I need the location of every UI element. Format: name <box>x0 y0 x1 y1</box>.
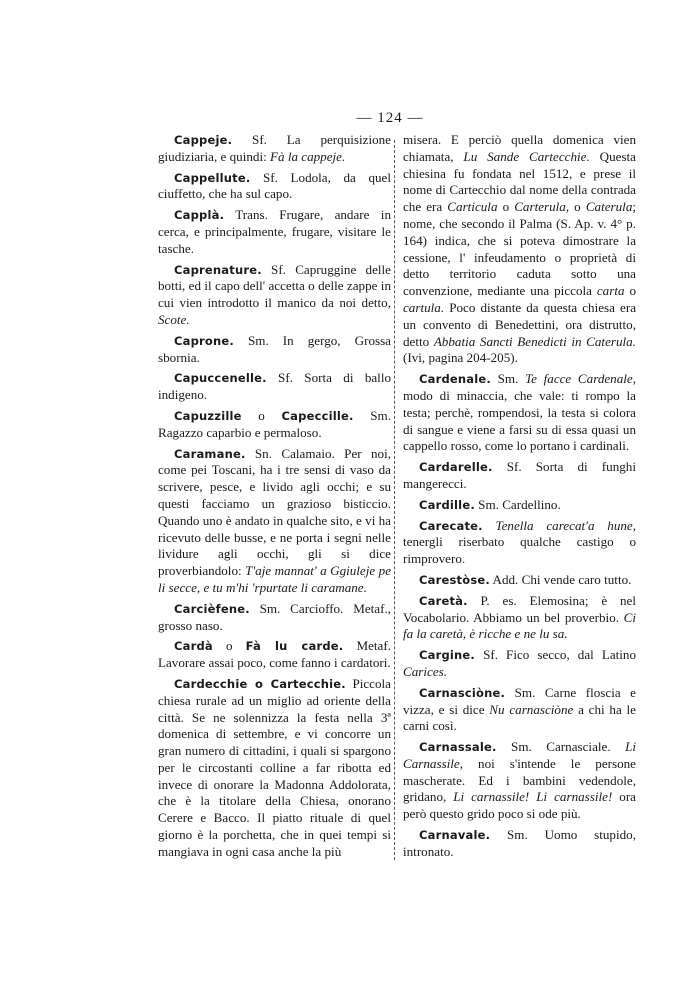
dictionary-entry <box>403 371 636 455</box>
left-column <box>158 132 391 862</box>
entry-headword: Cappellute. <box>174 170 251 185</box>
entry-example: Fà la cappeje. <box>270 148 346 164</box>
dictionary-entry <box>403 827 636 861</box>
entry-text: o <box>497 199 515 215</box>
entry-example: Caterula <box>585 199 633 215</box>
dictionary-entry <box>403 459 636 493</box>
dictionary-entry <box>158 370 391 404</box>
entry-example: cartula. <box>403 299 445 315</box>
entry-text: Piccola chiesa rurale ad un miglio ad oriente della città. Se ne solennizza la festa nella 3ª domenica di settembre, e vi concorre un gran numero di cittadini, i quali si spargono per le circostanti colline a far ribotta ed invece di onorare la Madonna Addolorata, che è la titolare della Chiesa, onorano Cerere e Bacco. Il piatto rituale di quel giorno è la porchetta, che in quei tempi si mangiava in ogni casa anche la più <box>158 675 391 859</box>
text-columns <box>158 132 636 862</box>
entry-text: ; nome, che secondo il Palma (S. Ap. v. 4° p. 164) indica, che si poteva dimostrare la cessione, l' infeudamento o proprietà di detto territorio caduta sotto una convenzione, mediante una piccola <box>403 199 637 299</box>
entry-headword: Capeccille. <box>281 408 354 423</box>
entry-text: misera. E perciò quella domenica vien chiamata, <box>403 132 636 164</box>
entry-text: Sm. Carcioffo. Metaf., grosso naso. <box>158 600 391 633</box>
entry-text: ora però questo grido poco si ode più. <box>403 789 636 822</box>
entry-example: Ci fa la caretà, è ricche e ne lu sa. <box>403 609 636 642</box>
entry-headword: Capuzzille <box>174 408 242 423</box>
entry-example: T'aje mannat' a Ggiuleje pe li secce, e tu m'hi 'rpurtate li caramane. <box>158 563 391 595</box>
entry-example: Te facce Cardenale, <box>525 371 636 387</box>
entry-example: Carices. <box>403 663 448 679</box>
dictionary-entry <box>403 647 636 681</box>
entry-example: Carticula <box>447 199 498 215</box>
entry-text: o <box>212 638 246 654</box>
entry-example: Abbatia Sancti Benedicti in Caterula. <box>433 333 636 349</box>
entry-headword: Cardà <box>174 639 213 654</box>
dictionary-entry <box>403 497 636 514</box>
dictionary-entry <box>158 333 391 367</box>
entry-text: Sm. Cardellino. <box>474 496 561 512</box>
entry-headword: Cardenale. <box>419 372 491 387</box>
entry-headword: Cardarelle. <box>419 460 493 475</box>
entry-text: P. es. Elemosina; è nel Vocabolario. Abbiamo un bel proverbio. <box>403 592 636 625</box>
entry-headword: Carecate. <box>419 518 483 533</box>
entry-text: modo di minaccia, che vale: ti rompo la testa; perchè, rompendosi, la testa si colora di sangue e viene a farsi su di essa quasi un cappello rosso, come lo portano i cardinali. <box>403 387 636 454</box>
entry-example: carta <box>596 283 625 299</box>
dictionary-entry <box>403 739 636 823</box>
entry-text: Sf. Sorta di ballo indigeno. <box>158 370 391 403</box>
entry-headword: Caprone. <box>174 333 234 348</box>
entry-text: Sm. Uomo stupido, intronato. <box>403 827 636 859</box>
entry-text: Sm. In gergo, Grossa sbornia. <box>158 332 391 365</box>
entry-text: Metaf. Lavorare assai poco, come fanno i cardatori. <box>158 638 392 671</box>
dictionary-entry <box>158 207 391 257</box>
entry-example: Carterula <box>514 199 566 215</box>
entry-text: Sm. Carnasciale. <box>496 739 626 755</box>
entry-headword: Carcièfene. <box>174 601 250 616</box>
entry-example: Li carnassile! Li carnassile! <box>453 789 613 805</box>
entry-headword: Carnavale. <box>419 828 491 843</box>
dictionary-entry <box>158 601 391 635</box>
entry-text: noi s'intende le persone mascherate. Ed i bambini vedendole, gridano, <box>403 755 636 805</box>
entry-text: Sf. Lodola, da quel ciuffetto, che ha sul capo. <box>158 169 391 202</box>
dictionary-entry <box>403 572 636 589</box>
dictionary-entry <box>403 685 636 735</box>
entry-headword: Cardecchie o Cartecchie. <box>174 676 346 691</box>
entry-headword: Carnasciòne. <box>419 685 506 700</box>
entry-text: Sm. <box>490 371 526 387</box>
page-number: — 124 — <box>356 110 424 126</box>
entry-text: Sm. Ragazzo caparbio e permaloso. <box>158 407 392 440</box>
right-column <box>403 132 636 862</box>
entry-text: o <box>624 283 636 299</box>
entry-text <box>483 518 496 533</box>
dictionary-entry <box>158 446 391 597</box>
entry-headword: Caprenature. <box>174 262 262 277</box>
entry-continuation <box>403 132 636 367</box>
dictionary-entry <box>158 132 391 166</box>
dictionary-entry <box>158 170 391 204</box>
entry-headword: Caramane. <box>174 446 246 461</box>
entry-headword: Fà lu carde. <box>245 639 344 654</box>
entry-headword: Capplà. <box>174 208 225 223</box>
entry-headword: Capuccenelle. <box>174 371 267 386</box>
entry-headword: Carnassale. <box>419 740 497 755</box>
entry-text: , o <box>565 199 586 215</box>
entry-headword: Cargine. <box>419 648 476 663</box>
dictionary-entry <box>158 676 391 861</box>
entry-text: Sf. La perquisizione giudiziaria, e quindi: <box>158 132 391 164</box>
entry-text: Sf. Fico secco, dal Latino <box>475 647 636 663</box>
entry-headword: Cappeje. <box>174 133 233 147</box>
entry-text: Poco distante da questa chiesa era un convento di Benedettini, ora distrutto, detto <box>403 299 636 349</box>
entry-headword: Caretà. <box>419 593 468 608</box>
entry-text: Sf. Sorta di funghi mangerecci. <box>403 459 636 491</box>
entry-example: Nu carnasciòne <box>489 701 574 717</box>
entry-example: Tenella carecat'a hune, <box>495 517 637 533</box>
entry-text: tenergli riserbato qualche castigo o rimprovero. <box>403 534 636 567</box>
dictionary-entry <box>403 593 636 643</box>
dictionary-entry <box>158 638 391 672</box>
entry-example: Scote. <box>158 311 190 327</box>
dictionary-entry <box>403 518 636 568</box>
entry-example: Li Carnassile, <box>403 739 636 771</box>
entry-text: a chi ha le carni così. <box>403 701 636 734</box>
entry-text: Sm. Carne floscia e vizza, e si dice <box>403 684 636 717</box>
entry-text: Add. Chi vende caro tutto. <box>489 571 632 587</box>
entry-headword: Cardille. <box>419 497 475 512</box>
entry-text: o <box>241 407 282 423</box>
dictionary-entry <box>158 408 391 442</box>
entry-text: (Ivi, pagina 204-205). <box>403 350 518 366</box>
entry-text: Trans. Frugare, andare in cerca, e principalmente, frugare, visitare le tasche. <box>158 207 391 256</box>
entry-example: Lu Sande Cartecchie. <box>463 148 590 164</box>
entry-text: Sn. Calamaio. Per noi, come pei Toscani, ha i tre sensi di vaso da scrivere, pesce, e livido agli occhi; e su questi facciamo un grazioso bisticcio. Quando uno è andato in qualche sito, e vi ha ricevuto delle busse, e ne porta i segni nelle lividure agli occhi, gli si dice proverbiandolo: <box>158 445 391 579</box>
entry-text: Questa chiesina fu fondata nel 1512, e prese il nome di Cartecchio dal nome della contrada che era <box>403 148 636 215</box>
entry-text: Sf. Capruggine delle botti, ed il capo dell' accetta o delle zappe in cui vien introdotto il manico da noi detto, <box>158 261 391 311</box>
entry-headword: Carestòse. <box>419 572 490 587</box>
dictionary-entry <box>158 262 391 329</box>
